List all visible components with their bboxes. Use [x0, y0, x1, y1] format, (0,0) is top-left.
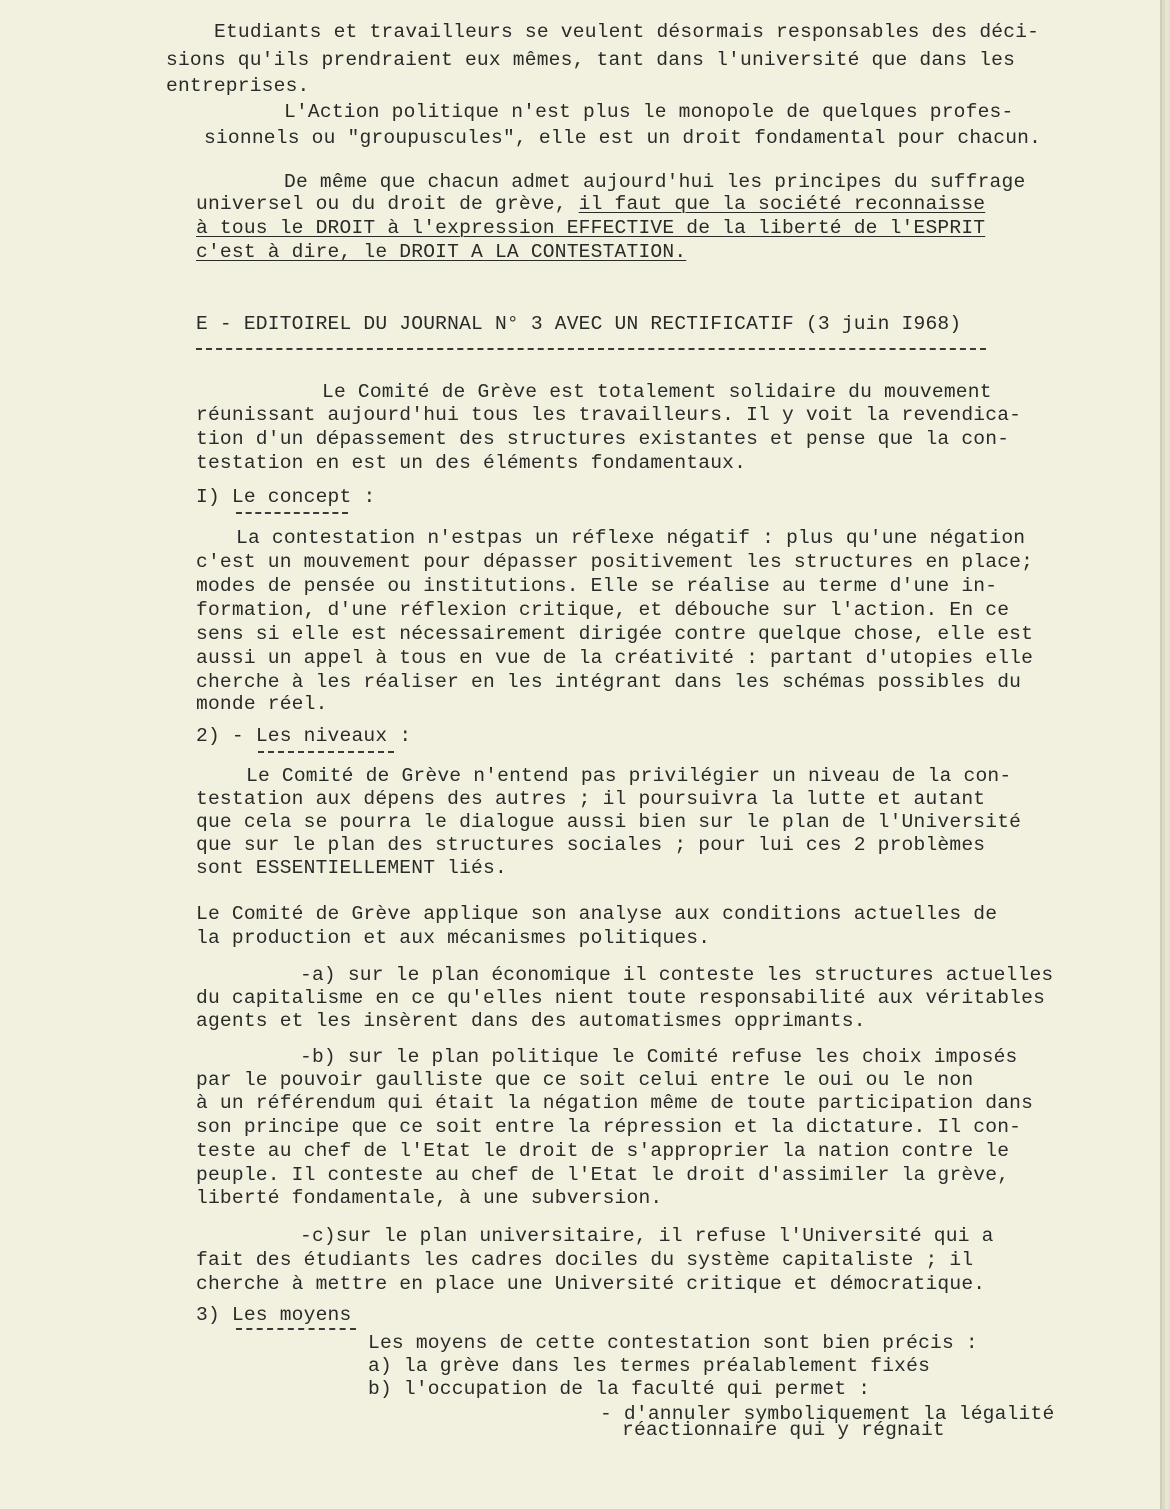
point-2-colon: : [399, 725, 412, 747]
point-1-heading [196, 485, 375, 509]
intro-line-5: sionnels ou "groupuscules", elle est un droit fondamental pour chacun. [204, 127, 1042, 149]
point-2-title: Les niveaux [255, 725, 388, 747]
item-b-line-6: peuple. Il conteste au chef de l'Etat le droit d'assimiler la grève, [196, 1164, 1010, 1186]
editorial-line-3: tion d'un dépassement des structures existantes et pense que la con- [196, 428, 1010, 450]
point-1-colon: : [363, 486, 376, 508]
point-3-title-dash [236, 1328, 356, 1330]
item-a-line-3: agents et les insèrent dans des automatismes opprimants. [196, 1010, 866, 1032]
editorial-line-4: testation en est un des éléments fondamentaux. [196, 452, 747, 474]
analysis-line-2: la production et aux mécanismes politiques. [196, 927, 711, 949]
principle-line-1: De même que chacun admet aujourd'hui les principes du suffrage [284, 171, 1026, 193]
point-1-line-3: modes de pensée ou institutions. Elle se réalise au terme d'une in- [196, 575, 998, 597]
point-3-line-2: a) la grève dans les termes préalablement fixés [368, 1355, 931, 1377]
point-1-line-4: formation, d'une réflexion critique, et débouche sur l'action. En ce [196, 599, 1010, 621]
point-1-title-dash [236, 512, 348, 514]
point-3-title: Les moyens [231, 1304, 352, 1326]
point-3-sub-line-2: réactionnaire qui y régnait [622, 1419, 945, 1441]
item-b-line-1: -b) sur le plan politique le Comité refuse les choix imposés [300, 1046, 1018, 1068]
item-a-line-2: du capitalisme en ce qu'elles nient toute responsabilité aux véritables [196, 987, 1046, 1009]
editorial-line-1: Le Comité de Grève est totalement solidaire du mouvement [322, 381, 992, 403]
item-b-line-7: liberté fondamentale, à une subversion. [196, 1187, 663, 1209]
section-e-heading: E - EDITOIREL DU JOURNAL N° 3 AVEC UN RECTIFICATIF (3 juin I968) [196, 313, 962, 335]
item-b-line-5: teste au chef de l'Etat le droit de s'approprier la nation contre le [196, 1140, 1010, 1162]
principle-line-2-underlined: il faut que la société reconnaisse [578, 193, 986, 215]
point-2-line-2: testation aux dépens des autres ; il poursuivra la lutte et autant [196, 788, 986, 810]
point-2-line-5: sont ESSENTIELLEMENT liés. [196, 857, 507, 879]
item-b-line-4: son principe que ce soit entre la répression et la dictature. Il con- [196, 1116, 1022, 1138]
point-1-line-2: c'est un mouvement pour dépasser positivement les structures en place; [196, 551, 1034, 573]
point-3-heading [196, 1303, 351, 1327]
principle-line-2 [196, 192, 985, 216]
point-1-line-8: monde réel. [196, 693, 328, 715]
point-2-heading [196, 724, 411, 748]
editorial-line-2: réunissant aujourd'hui tous les travailleurs. Il y voit la revendica- [196, 404, 1022, 426]
item-a-line-1: -a) sur le plan économique il conteste les structures actuelles [300, 964, 1054, 986]
item-b-line-3: à un référendum qui était la négation même de toute participation dans [196, 1092, 1034, 1114]
principle-line-2-plain: universel ou du droit de grève, [196, 193, 579, 215]
point-1-number: I) [196, 486, 220, 508]
item-b-line-2: par le pouvoir gaulliste que ce soit celui entre le oui ou le non [196, 1069, 974, 1091]
point-1-line-6: aussi un appel à tous en vue de la créativité : partant d'utopies elle [196, 647, 1034, 669]
point-2-line-4: que sur le plan des structures sociales ; pour lui ces 2 problèmes [196, 834, 986, 856]
principle-line-4: c'est à dire, le DROIT A LA CONTESTATION. [196, 241, 687, 263]
item-c-line-1: -c)sur le plan universitaire, il refuse l'Université qui a [300, 1225, 994, 1247]
point-3-number: 3) [196, 1304, 220, 1326]
point-1-line-1: La contestation n'estpas un réflexe négatif : plus qu'une négation [236, 527, 1026, 549]
intro-line-1: Etudiants et travailleurs se veulent désormais responsables des déci- [214, 21, 1040, 43]
analysis-line-1: Le Comité de Grève applique son analyse aux conditions actuelles de [196, 903, 998, 925]
point-1-line-5: sens si elle est nécessairement dirigée contre quelque chose, elle est [196, 623, 1034, 645]
point-2-title-dash [258, 751, 394, 753]
item-c-line-2: fait des étudiants les cadres dociles du système capitaliste ; il [196, 1249, 974, 1271]
point-1-line-7: cherche à les réaliser en les intégrant dans les schémas possibles du [196, 671, 1022, 693]
item-c-line-3: cherche à mettre en place une Université critique et démocratique. [196, 1273, 986, 1295]
point-1-title: Le concept [231, 486, 352, 508]
point-2-line-1: Le Comité de Grève n'entend pas privilégier un niveau de la con- [246, 765, 1012, 787]
point-3-line-3: b) l'occupation de la faculté qui permet : [368, 1378, 871, 1400]
point-2-number: 2) - [196, 725, 244, 747]
intro-line-3: entreprises. [166, 75, 310, 97]
intro-line-4: L'Action politique n'est plus le monopole de quelques profes- [284, 101, 1014, 123]
principle-line-3: à tous le DROIT à l'expression EFFECTIVE de la liberté de l'ESPRIT [196, 217, 986, 239]
point-3-line-1: Les moyens de cette contestation sont bien précis : [368, 1332, 978, 1354]
intro-line-2: sions qu'ils prendraient eux mêmes, tant dans l'université que dans les [166, 49, 1016, 71]
heading-dashed-rule [196, 348, 986, 350]
point-3-sub-line-1: - d'annuler symboliquement la légalité [600, 1403, 1055, 1425]
point-2-line-3: que cela se pourra le dialogue aussi bien sur le plan de l'Université [196, 811, 1022, 833]
